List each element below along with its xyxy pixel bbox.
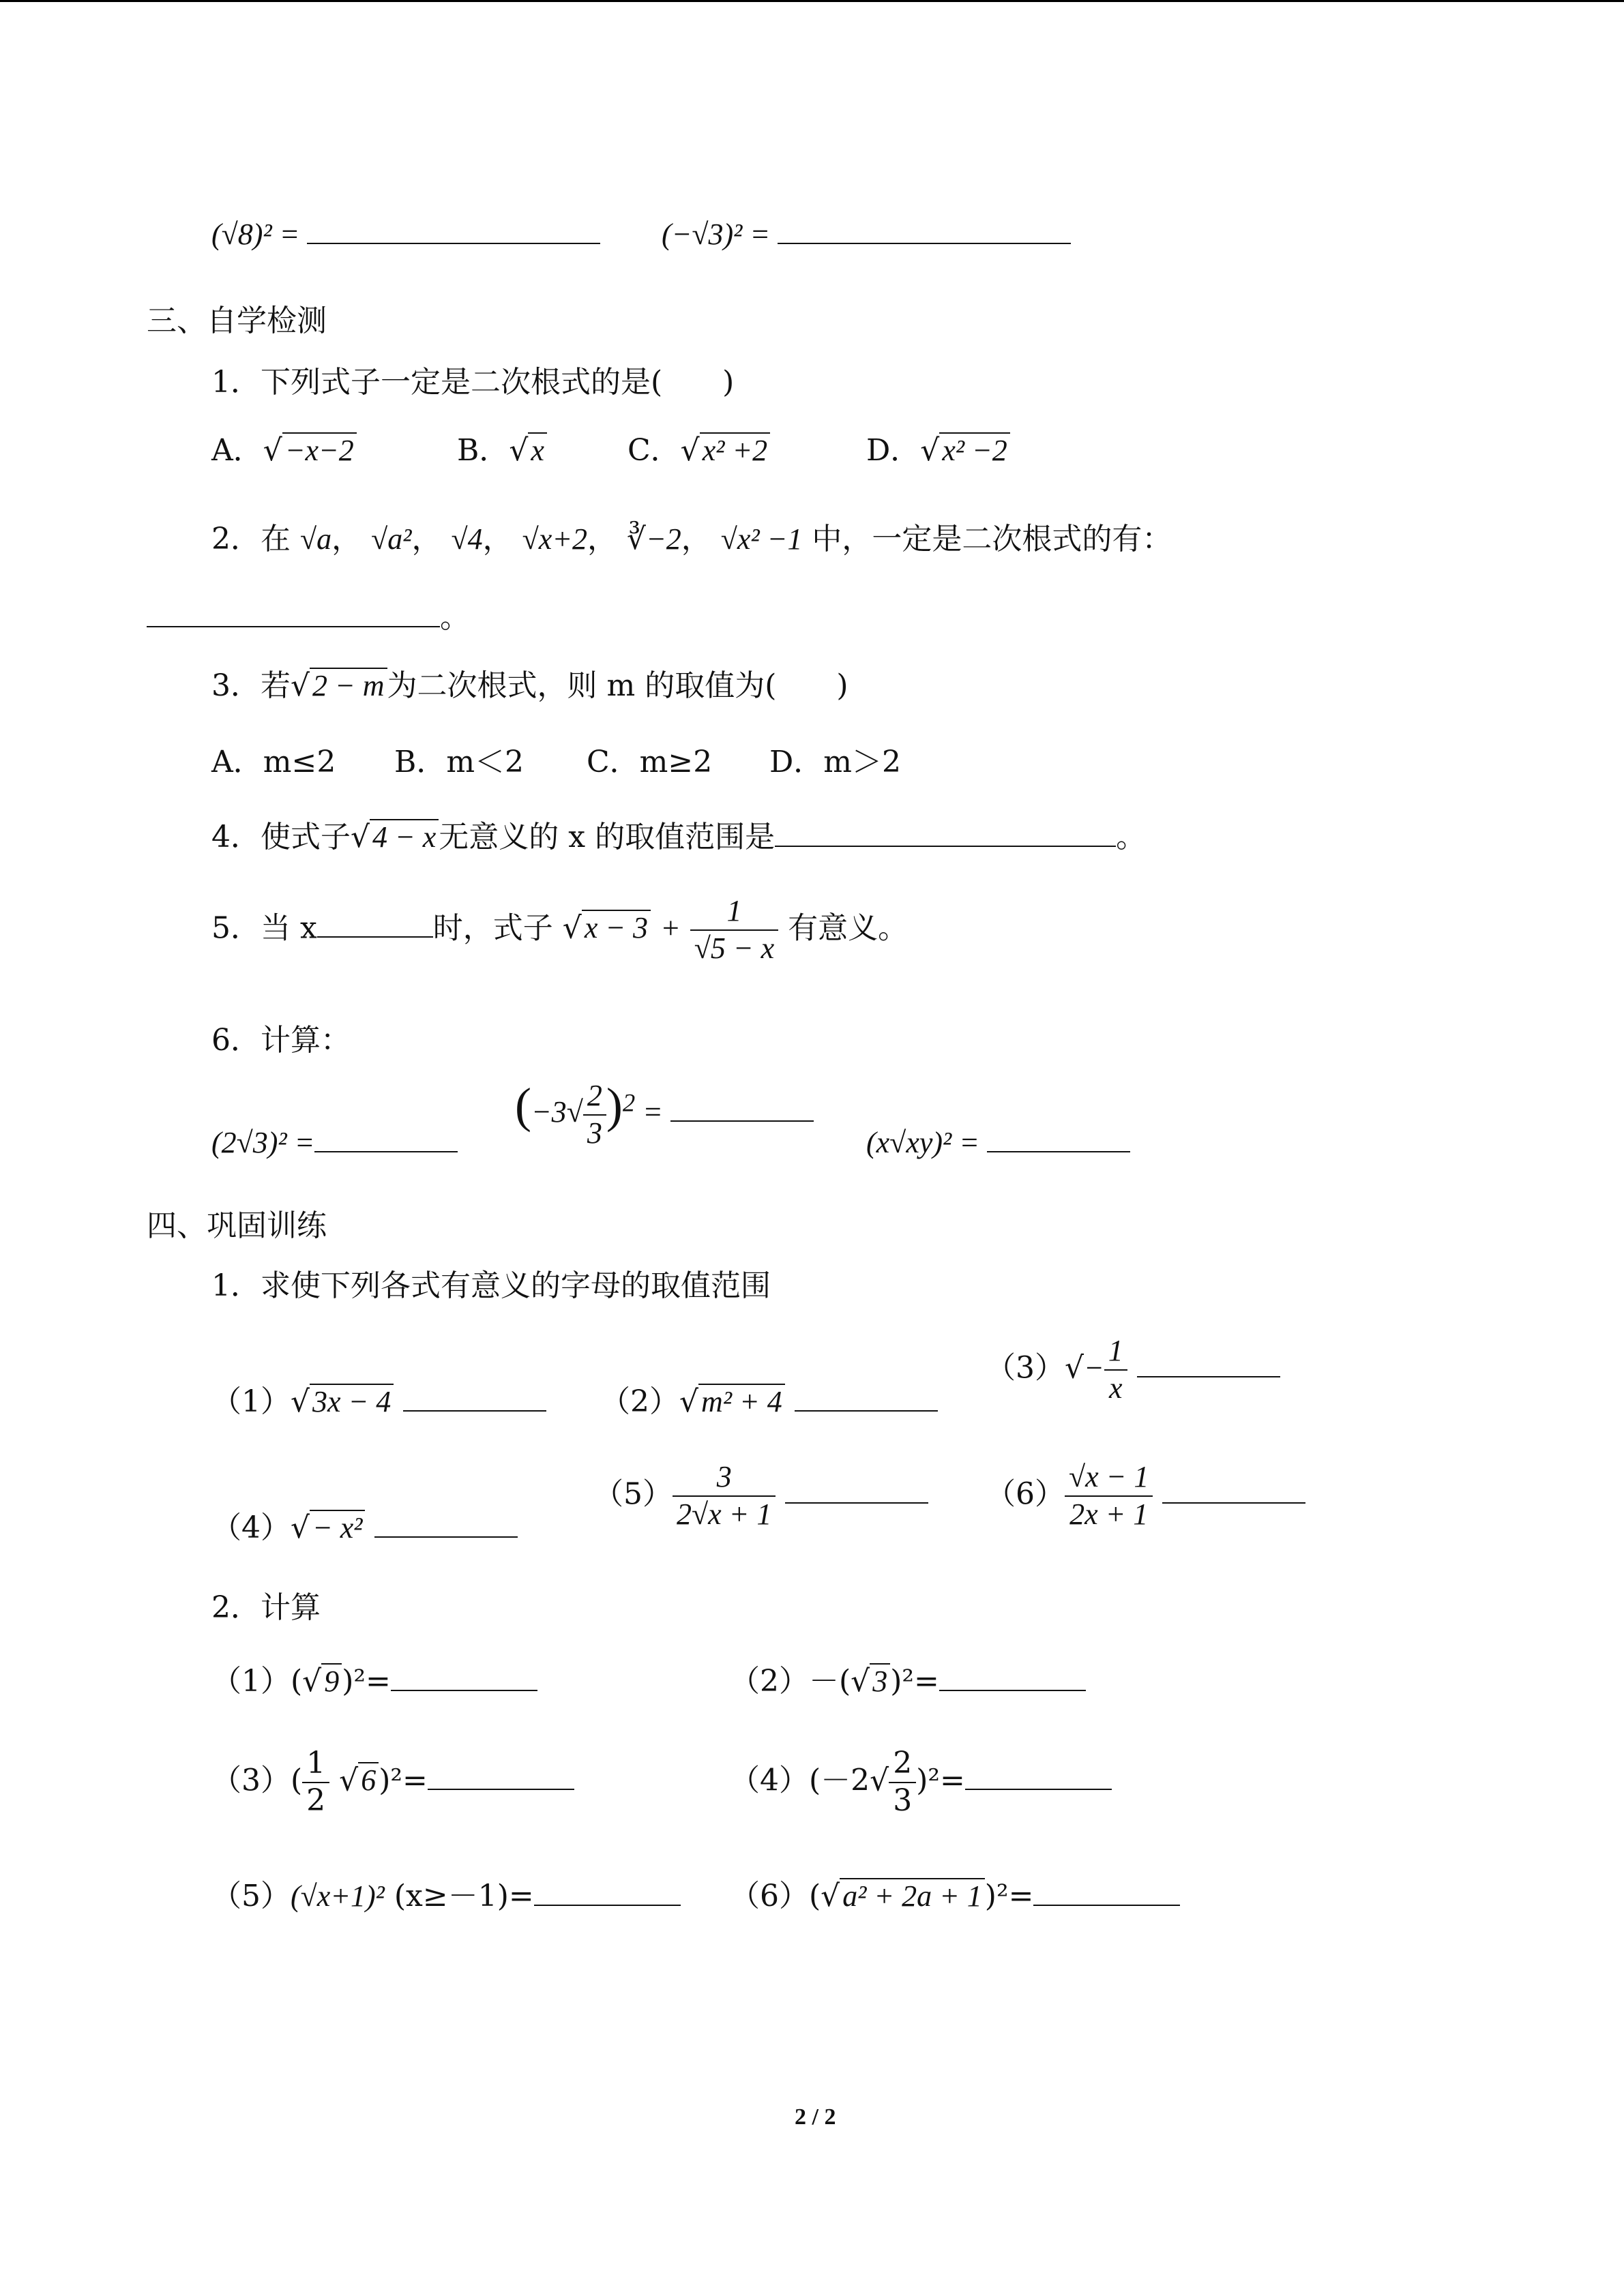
s4-q1-item-2: （2）√m² + 4: [600, 1384, 938, 1420]
q1-option-a[interactable]: A．√−x−2: [211, 433, 357, 469]
page-number: 2 / 2: [795, 2104, 836, 2130]
answer-blank[interactable]: [795, 1386, 938, 1412]
s4-q1-item-4: （4）√− x²: [211, 1510, 518, 1547]
answer-blank[interactable]: [785, 1478, 928, 1504]
expr-sqrt8-squared: (√8)² =: [211, 217, 600, 253]
answer-blank[interactable]: [775, 821, 1116, 847]
s4-q1-item-3: （3）√− $\frac{1}{x}$: [986, 1333, 1280, 1407]
q6-expr1: (2√3)² =: [211, 1125, 458, 1161]
q4-stem: 4．使式子√4 − x无意义的 x 的取值范围是 。: [211, 820, 1147, 854]
answer-blank[interactable]: [987, 1127, 1130, 1152]
q3-stem: 3．若√2 − m为二次根式，则 m 的取值为( ): [211, 668, 848, 703]
s4-q2-item-6: （6）(√a² + 2a + 1)²=: [730, 1879, 1180, 1915]
answer-blank[interactable]: [314, 1127, 458, 1152]
s4-q1-item-6: （6） $\frac{√x - 1}{2x + 1}$: [986, 1459, 1305, 1533]
answer-blank[interactable]: [403, 1386, 546, 1412]
q2-item: √x+2: [522, 522, 588, 556]
section-heading-consolidation: 四、巩固训练: [147, 1208, 327, 1243]
q3-option-c[interactable]: C．m≥2: [587, 745, 713, 779]
answer-blank[interactable]: [670, 1096, 814, 1122]
s4-q1-item-1: （1）√3x − 4: [211, 1384, 546, 1420]
q1-stem: 1．下列式子一定是二次根式的是( ): [211, 365, 735, 400]
answer-blank[interactable]: [965, 1764, 1112, 1790]
answer-blank[interactable]: [534, 1880, 681, 1906]
answer-blank[interactable]: [391, 1665, 537, 1691]
answer-blank[interactable]: [317, 912, 433, 938]
q5-stem: 5．当 x 时，式子 √x − 3 + $\frac{1}{√5 - x}$ 有意义。: [211, 893, 908, 967]
q2-item: √a: [300, 522, 332, 556]
q5-fraction: $\frac{1}{√5 - x}$: [690, 893, 778, 967]
q2-answer-line: 。: [147, 600, 470, 636]
q2-item: ∛−2: [627, 522, 681, 556]
q3-option-b[interactable]: B．m＜2: [394, 745, 525, 779]
s4-q2-stem: 2．计算: [211, 1590, 321, 1625]
s4-q2-item-5: （5）(√x+1)² (x≥－1)=: [211, 1879, 681, 1915]
s4-q2-item-2: （2）－(√3)²=: [730, 1664, 1086, 1700]
answer-blank[interactable]: [1137, 1352, 1280, 1377]
q6-expr2: (−3√ $\frac{2}{3}$ )$^2$ =: [515, 1076, 814, 1152]
q3-option-d[interactable]: D．m＞2: [769, 745, 901, 779]
q1-option-c[interactable]: C．√x² +2: [628, 433, 770, 469]
q6-expr3: (x√xy)² =: [866, 1125, 1130, 1161]
q1-option-b[interactable]: B．√x: [457, 433, 547, 469]
q2-item: √a²: [371, 522, 412, 556]
q2-item: √4: [451, 522, 483, 556]
section-heading-self-test: 三、自学检测: [147, 303, 327, 338]
answer-blank[interactable]: [307, 218, 600, 244]
answer-blank[interactable]: [428, 1764, 574, 1790]
q2-item: √x² −1: [720, 522, 803, 556]
q2-stem: 2．在 √a， √a²， √4， √x+2， ∛−2， √x² −1 中，一定是二次根式的有：: [211, 522, 1172, 556]
page-top-border: [0, 0, 1624, 2]
q1-option-d[interactable]: D．√x² −2: [866, 433, 1010, 469]
q3-option-a[interactable]: A．m≤2: [211, 745, 336, 779]
answer-blank[interactable]: [147, 601, 440, 627]
s4-q2-item-3: （3）( $\frac{1}{2}$ √6)²=: [211, 1746, 574, 1819]
q6-stem: 6．计算：: [211, 1023, 351, 1058]
answer-blank[interactable]: [1033, 1880, 1180, 1906]
answer-blank[interactable]: [778, 218, 1071, 244]
s4-q1-item-5: （5） $\frac{3}{2√x + 1}$: [593, 1459, 928, 1533]
s4-q2-item-4: （4）(－2√ $\frac{2}{3}$ )²=: [730, 1746, 1112, 1819]
s4-q2-item-1: （1）(√9)²=: [211, 1664, 537, 1700]
answer-blank[interactable]: [939, 1665, 1086, 1691]
expr-neg-sqrt3-squared: (−√3)² =: [662, 217, 1071, 253]
answer-blank[interactable]: [1162, 1478, 1305, 1504]
s4-q1-stem: 1．求使下列各式有意义的字母的取值范围: [211, 1268, 771, 1303]
answer-blank[interactable]: [374, 1512, 518, 1538]
